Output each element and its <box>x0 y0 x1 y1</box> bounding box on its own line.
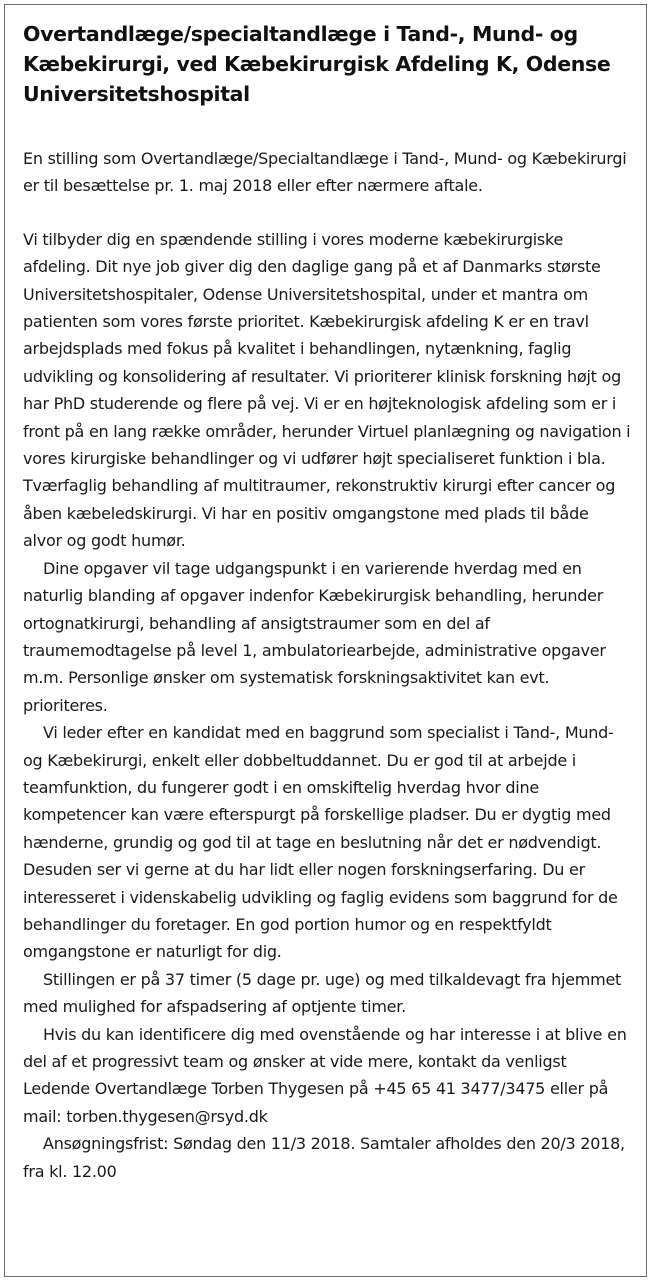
job-ad-content <box>23 19 631 1185</box>
job-title: Overtandlæge/specialtandlæge i Tand-, Mund- og Kæbekirurgi, ved Kæbekirurgisk Afdeling K, Odense Universitetshospital <box>23 22 611 106</box>
contact-paragraph: Hvis du kan identificere dig med ovenstående og har interesse i at blive en del af et progressivt team og ønsker at vide mere, kontakt da venligst Ledende Overtandlæge Torben Thygesen på +45 65 41 3477/3475 eller på mail: torben.thygesen@rsyd.dk <box>23 1024 627 1126</box>
offer-paragraph: Vi tilbyder dig en spændende stilling i vores moderne kæbekirurgiske afdeling. Dit nye job giver dig den daglige gang på et af Danmarks største Universitetshospitaler, Odense Universitetshospital, under et mantra om patienten som vores første prioritet. Kæbekirurgisk afdeling K er en travl arbejdsplads med fokus på kvalitet i behandlingen, nytænkning, faglig udvikling og konsolidering af resultater. Vi prioriterer klinisk forskning højt og har PhD studerende og flere på vej. Vi er en højteknologisk afdeling som er i front på en lang række områder, herunder Virtuel planlægning og navigation i vores kirurgiske behandlinger og vi udfører højt specialiseret funktion i bla. Tværfaglig behandling af multitraumer, rekonstruktiv kirurgi efter cancer og åben kæbeledskirurgi. Vi har en positiv omgangstone med plads til både alvor og godt humør. <box>23 229 631 551</box>
deadline-paragraph: Ansøgningsfrist: Søndag den 11/3 2018. Samtaler afholdes den 20/3 2018, fra kl. 12.00 <box>23 1134 625 1181</box>
candidate-paragraph: Vi leder efter en kandidat med en baggrund som specialist i Tand-, Mund- og Kæbekirurgi, enkelt eller dobbeltuddannet. Du er god til at arbejde i teamfunktion, du fungerer godt i en omskiftelig hverdag hvor dine kompetencer kan være efterspurgt på forskellige pladser. Du er dygtig med hænderne, grundig og god til at tage en beslutning når det er nødvendigt. Desuden ser vi gerne at du har lidt eller nogen forskningserfaring. Du er interesseret i videnskabelig udvikling og faglig evidens som baggrund for de behandlinger du foretager. En god portion humor og en respektfyldt omgangstone er naturligt for dig. <box>23 723 618 962</box>
job-ad-frame <box>4 4 647 1277</box>
duties-paragraph: Dine opgaver vil tage udgangspunkt i en varierende hverdag med en naturlig blanding af opgaver indenfor Kæbekirurgisk behandling, herunder ortognatkirurgi, behandling af ansigtstraumer som en del af traumemodtagelse på level 1, ambulatoriearbejde, administrative opgaver m.m. Personlige ønsker om systematisk forskningsaktivitet kan evt. prioriteres. <box>23 558 606 715</box>
job-intro: En stilling som Overtandlæge/Specialtandlæge i Tand-, Mund- og Kæbekirurgi er til besættelse pr. 1. maj 2018 eller efter nærmere aftale. <box>23 149 627 196</box>
hours-paragraph: Stillingen er på 37 timer (5 dage pr. uge) og med tilkaldevagt fra hjemmet med mulighed for afspadsering af optjente timer. <box>23 969 622 1017</box>
